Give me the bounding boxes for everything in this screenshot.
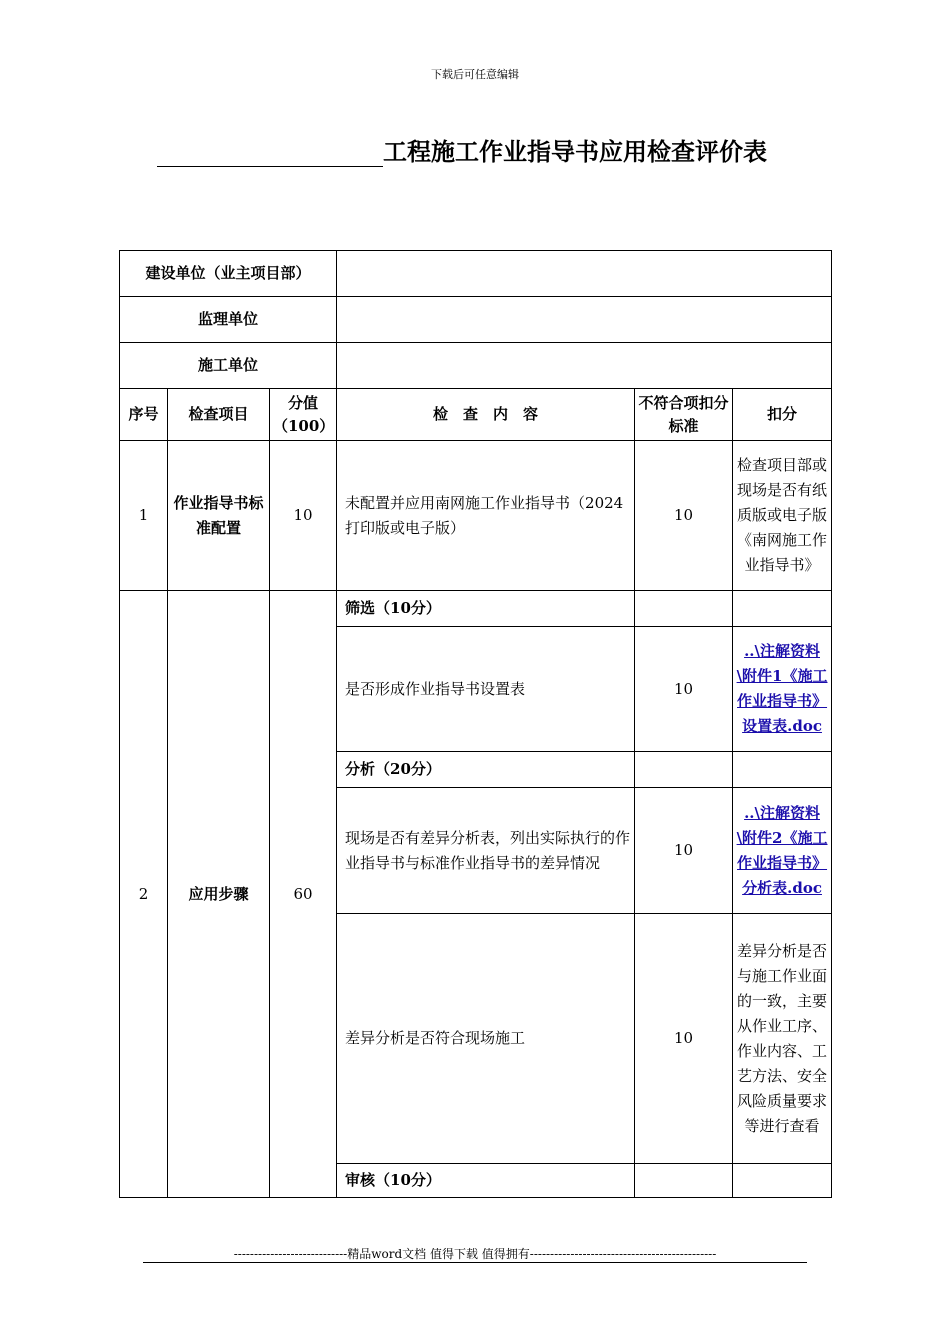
analysis-item-a-standard: 10 [635, 788, 733, 914]
col-header-content: 检 查 内 容 [337, 389, 635, 441]
table-row-2-screen [120, 591, 832, 627]
construction-unit-label: 建设单位（业主项目部） [120, 251, 337, 297]
top-row-supervision-unit [120, 297, 832, 343]
analysis-item-a-content: 现场是否有差异分析表，列出实际执行的作业指导书与标准作业指导书的差异情况 [337, 788, 635, 914]
col-header-item: 检查项目 [168, 389, 270, 441]
section-screen-deduct-empty [733, 591, 832, 627]
footer-note: ----------------------------精品word文档 值得下载 值得拥有---------------------------------------------- [233, 1247, 717, 1261]
supervision-unit-label: 监理单位 [120, 297, 337, 343]
row2-no: 2 [120, 591, 168, 1198]
row1-deduct: 检查项目部或现场是否有纸质版或电子版《南网施工作业指导书》 [733, 441, 832, 591]
row2-item: 应用步骤 [168, 591, 270, 1198]
evaluation-table [119, 250, 832, 1198]
row1-score: 10 [270, 441, 337, 591]
section-screen-heading: 筛选（10分） [337, 591, 635, 627]
row1-content: 未配置并应用南网施工作业指导书（2024打印版或电子版） [337, 441, 635, 591]
attachment-2-link[interactable]: ..\注解资料\附件2《施工作业指导书》分析表.doc [733, 788, 832, 914]
table-row-1 [120, 441, 832, 591]
section-screen-standard-empty [635, 591, 733, 627]
row1-standard: 10 [635, 441, 733, 591]
analysis-item-b-standard: 10 [635, 914, 733, 1164]
contractor-unit-label: 施工单位 [120, 343, 337, 389]
contractor-unit-value[interactable] [337, 343, 832, 389]
section-review-heading: 审核（10分） [337, 1164, 635, 1198]
top-row-contractor-unit [120, 343, 832, 389]
screen-item-standard: 10 [635, 627, 733, 752]
screen-item-content: 是否形成作业指导书设置表 [337, 627, 635, 752]
title-blank [157, 140, 383, 167]
title-text: 工程施工作业指导书应用检查评价表 [383, 137, 767, 166]
header-note: 下载后可任意编辑 [431, 68, 519, 81]
section-review-deduct-empty [733, 1164, 832, 1198]
row1-item: 作业指导书标准配置 [168, 441, 270, 591]
col-header-standard: 不符合项扣分标准 [635, 389, 733, 441]
section-analysis-standard-empty [635, 752, 733, 788]
section-review-standard-empty [635, 1164, 733, 1198]
attachment-1-link[interactable]: ..\注解资料\附件1《施工作业指导书》设置表.doc [733, 627, 832, 752]
row1-no: 1 [120, 441, 168, 591]
page-title [157, 132, 767, 167]
section-analysis-deduct-empty [733, 752, 832, 788]
col-header-deduct: 扣分 [733, 389, 832, 441]
supervision-unit-value[interactable] [337, 297, 832, 343]
construction-unit-value[interactable] [337, 251, 832, 297]
footer-rule [143, 1262, 807, 1263]
column-header-row [120, 389, 832, 441]
col-header-score: 分值（100） [270, 389, 337, 441]
row2-score: 60 [270, 591, 337, 1198]
col-header-no: 序号 [120, 389, 168, 441]
section-analysis-heading: 分析（20分） [337, 752, 635, 788]
top-row-construction-unit [120, 251, 832, 297]
analysis-item-b-content: 差异分析是否符合现场施工 [337, 914, 635, 1164]
analysis-item-b-deduct: 差异分析是否与施工作业面的一致，主要从作业工序、作业内容、工艺方法、安全风险质量要求等进行查看 [733, 914, 832, 1164]
